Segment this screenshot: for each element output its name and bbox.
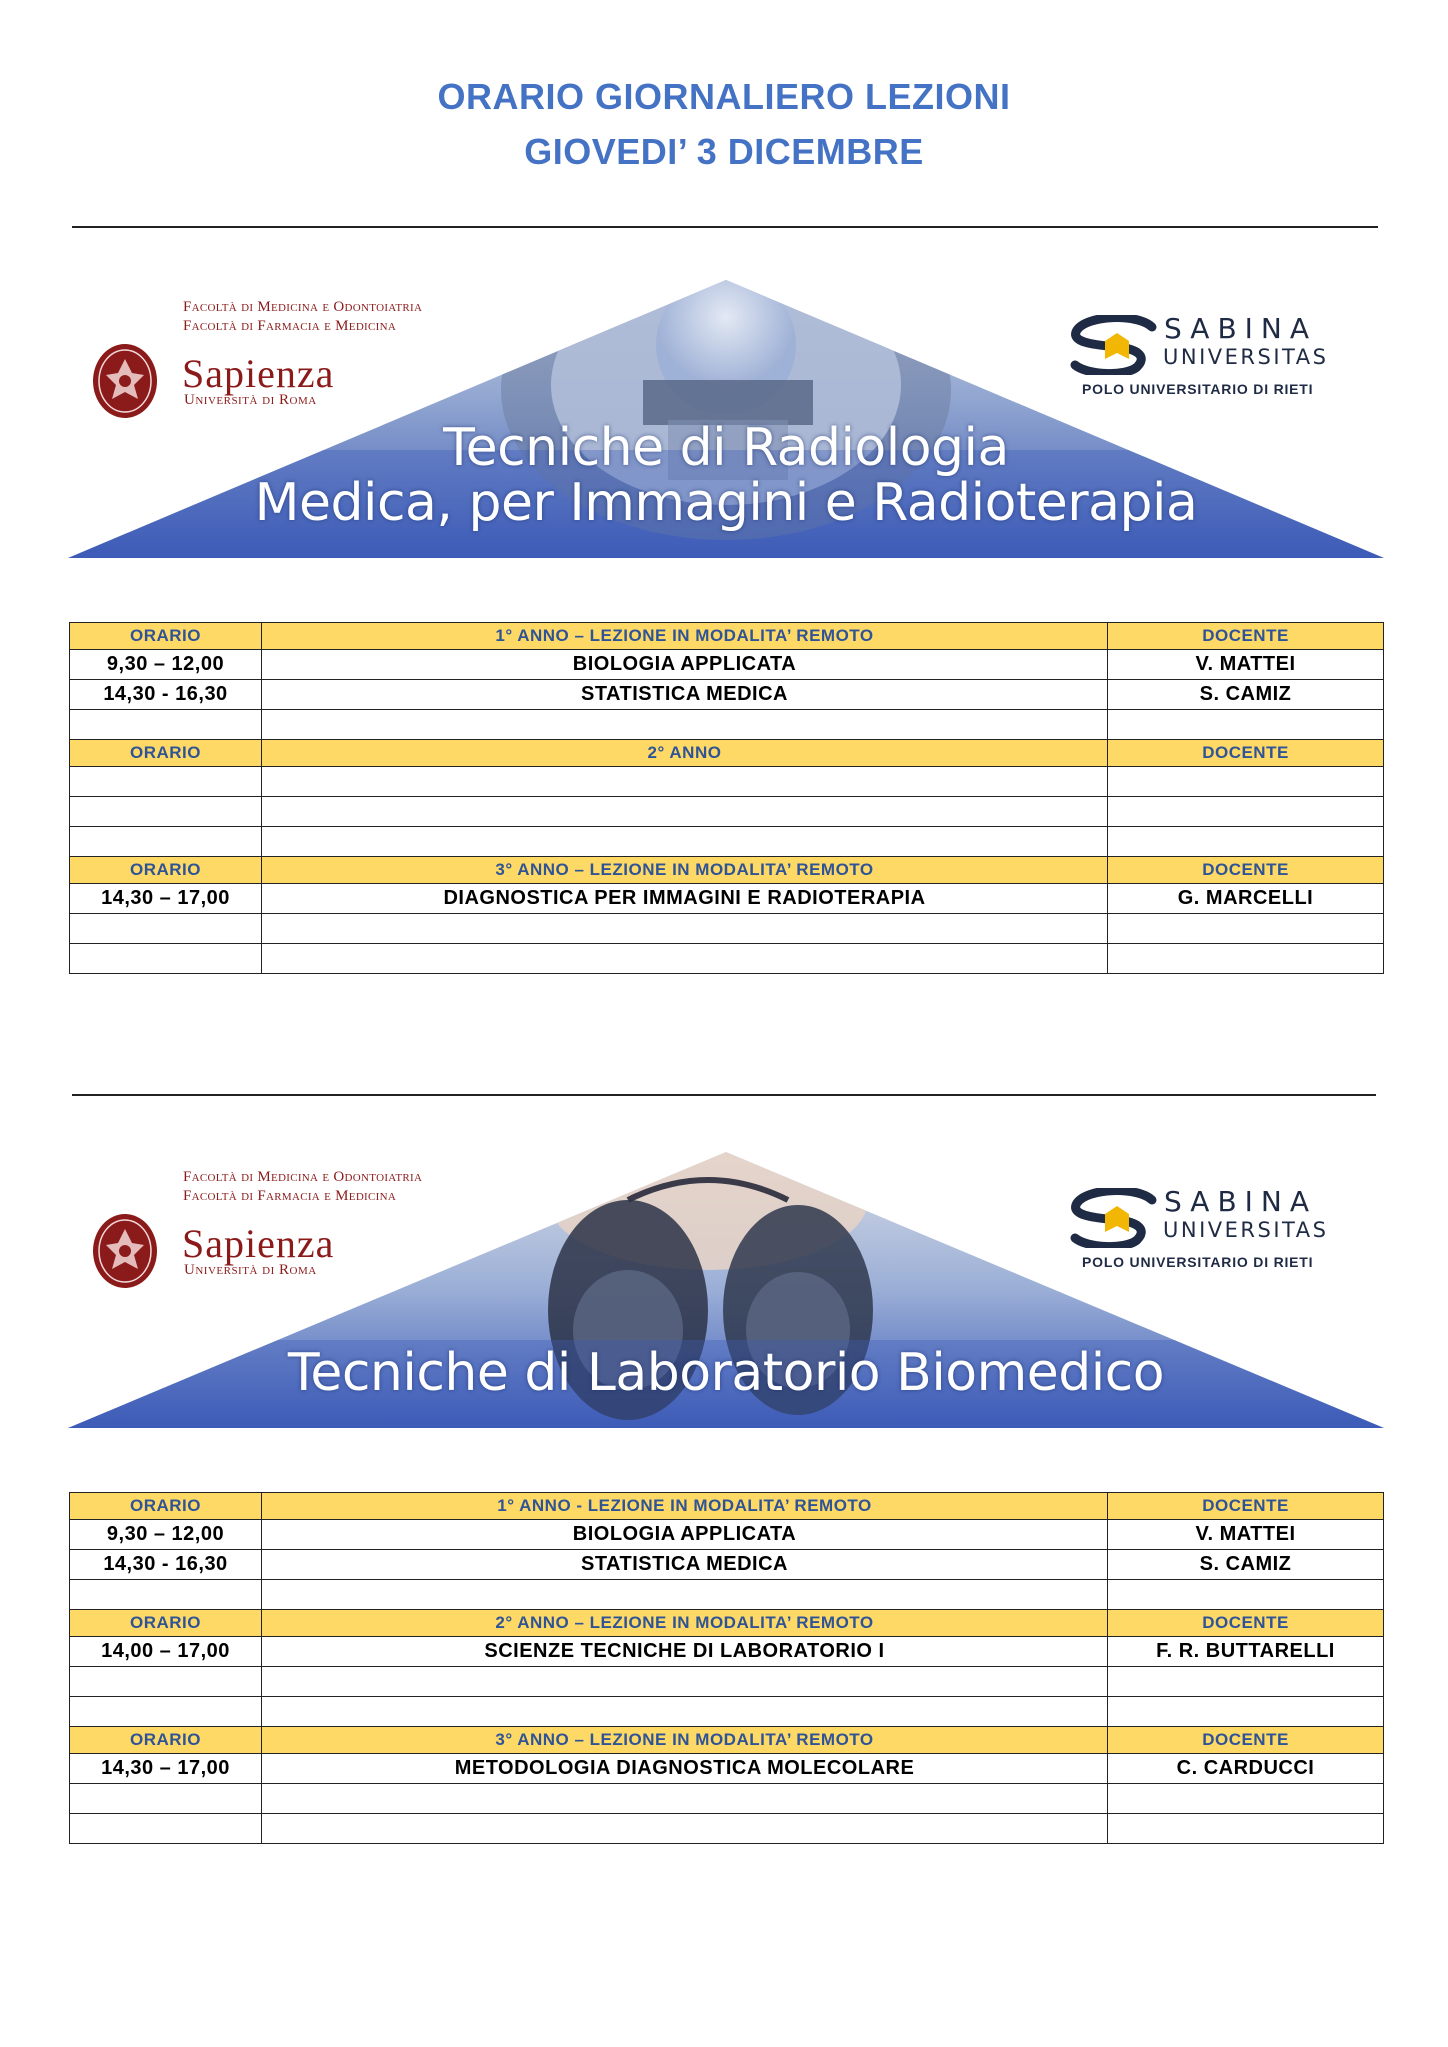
sabina-polo: POLO UNIVERSITARIO DI RIETI: [1082, 1254, 1314, 1270]
sapienza-seal-icon: [92, 343, 158, 419]
course-banner-laboratorio: [68, 1140, 1384, 1430]
sabina-universitas: UNIVERSITAS: [1163, 1218, 1329, 1242]
table-row: [70, 797, 1384, 827]
sapienza-faculty-line1: Facoltà di Medicina e Odontoiatria: [183, 1169, 423, 1185]
page-title-line1: ORARIO GIORNALIERO LEZIONI: [437, 76, 1011, 117]
cell-subject: [262, 1784, 1108, 1814]
sabina-polo: POLO UNIVERSITARIO DI RIETI: [1082, 381, 1314, 397]
table-header-row: [70, 740, 1384, 767]
cell-time: 14,30 – 17,00: [70, 1754, 262, 1784]
table-row: [70, 1580, 1384, 1610]
table-header-row: [70, 623, 1384, 650]
divider-line: [72, 1094, 1376, 1096]
cell-teacher: S. CAMIZ: [1108, 1550, 1384, 1580]
table-row: [70, 914, 1384, 944]
cell-time: 14,30 - 16,30: [70, 680, 262, 710]
course-title-line2: Medica, per Immagini e Radioterapia: [254, 473, 1198, 533]
cell-teacher: V. MATTEI: [1108, 1520, 1384, 1550]
table-row: [70, 1550, 1384, 1580]
cell-subject: [262, 1667, 1108, 1697]
table-row: [70, 884, 1384, 914]
schedule-table-radiologia: [69, 622, 1384, 974]
header-subject: 2° ANNO – LEZIONE IN MODALITA’ REMOTO: [262, 1610, 1108, 1637]
cell-subject: BIOLOGIA APPLICATA: [262, 1520, 1108, 1550]
cell-time: [70, 797, 262, 827]
page-title-line2: GIOVEDI’ 3 DICEMBRE: [524, 131, 924, 172]
cell-subject: STATISTICA MEDICA: [262, 680, 1108, 710]
cell-subject: METODOLOGIA DIAGNOSTICA MOLECOLARE: [262, 1754, 1108, 1784]
sapienza-name: Sapienza: [182, 351, 335, 396]
cell-subject: [262, 827, 1108, 857]
table-row: [70, 1637, 1384, 1667]
cell-time: 14,00 – 17,00: [70, 1637, 262, 1667]
table-row: [70, 710, 1384, 740]
cell-time: [70, 914, 262, 944]
cell-time: 14,30 – 17,00: [70, 884, 262, 914]
cell-subject: BIOLOGIA APPLICATA: [262, 650, 1108, 680]
table-header-row: [70, 1727, 1384, 1754]
divider-line: [72, 226, 1378, 228]
cell-subject: [262, 1814, 1108, 1844]
sabina-universitas: UNIVERSITAS: [1163, 345, 1329, 369]
cell-subject: [262, 767, 1108, 797]
cell-teacher: [1108, 1697, 1384, 1727]
sabina-logo-icon: [1067, 1188, 1162, 1248]
sabina-name: SABINA: [1164, 1185, 1318, 1218]
sapienza-faculty-line2: Facoltà di Farmacia e Medicina: [183, 1188, 397, 1204]
cell-time: [70, 827, 262, 857]
cell-time: 14,30 - 16,30: [70, 1550, 262, 1580]
cell-teacher: G. MARCELLI: [1108, 884, 1384, 914]
cell-time: [70, 1814, 262, 1844]
table-row: [70, 767, 1384, 797]
header-teacher: DOCENTE: [1108, 740, 1384, 767]
cell-teacher: [1108, 1784, 1384, 1814]
header-subject: 3° ANNO – LEZIONE IN MODALITA’ REMOTO: [262, 857, 1108, 884]
cell-subject: DIAGNOSTICA PER IMMAGINI E RADIOTERAPIA: [262, 884, 1108, 914]
cell-time: [70, 710, 262, 740]
cell-teacher: F. R. BUTTARELLI: [1108, 1637, 1384, 1667]
table-row: [70, 1754, 1384, 1784]
cell-teacher: [1108, 797, 1384, 827]
header-teacher: DOCENTE: [1108, 623, 1384, 650]
cell-teacher: S. CAMIZ: [1108, 680, 1384, 710]
cell-subject: [262, 1580, 1108, 1610]
sapienza-name: Sapienza: [182, 1221, 335, 1266]
cell-teacher: [1108, 827, 1384, 857]
table-row: [70, 1784, 1384, 1814]
table-row: [70, 1667, 1384, 1697]
sapienza-faculty-line2: Facoltà di Farmacia e Medicina: [183, 318, 397, 334]
cell-teacher: [1108, 1580, 1384, 1610]
cell-subject: [262, 710, 1108, 740]
table-row: [70, 1520, 1384, 1550]
cell-teacher: [1108, 1814, 1384, 1844]
cell-teacher: [1108, 944, 1384, 974]
header-teacher: DOCENTE: [1108, 1727, 1384, 1754]
cell-time: 9,30 – 12,00: [70, 650, 262, 680]
table-row: [70, 680, 1384, 710]
header-time: ORARIO: [70, 623, 262, 650]
header-time: ORARIO: [70, 740, 262, 767]
cell-time: [70, 944, 262, 974]
cell-subject: [262, 797, 1108, 827]
sabina-logo-icon: [1067, 315, 1162, 375]
cell-teacher: [1108, 914, 1384, 944]
cell-teacher: [1108, 710, 1384, 740]
cell-subject: [262, 944, 1108, 974]
course-title-line1: Tecniche di Radiologia: [443, 418, 1009, 478]
cell-time: [70, 767, 262, 797]
sapienza-faculty-line1: Facoltà di Medicina e Odontoiatria: [183, 299, 423, 315]
sapienza-subtitle: Università di Roma: [184, 392, 317, 408]
cell-time: [70, 1667, 262, 1697]
cell-time: 9,30 – 12,00: [70, 1520, 262, 1550]
cell-subject: SCIENZE TECNICHE DI LABORATORIO I: [262, 1637, 1108, 1667]
cell-subject: [262, 1697, 1108, 1727]
cell-teacher: V. MATTEI: [1108, 650, 1384, 680]
sapienza-subtitle: Università di Roma: [184, 1262, 317, 1278]
cell-teacher: C. CARDUCCI: [1108, 1754, 1384, 1784]
table-row: [70, 827, 1384, 857]
sapienza-seal-icon: [92, 1213, 158, 1289]
table-row: [70, 1697, 1384, 1727]
header-teacher: DOCENTE: [1108, 1493, 1384, 1520]
table-row: [70, 944, 1384, 974]
course-banner-radiologia: [68, 270, 1384, 560]
header-subject: 2° ANNO: [262, 740, 1108, 767]
cell-teacher: [1108, 767, 1384, 797]
header-time: ORARIO: [70, 857, 262, 884]
table-row: [70, 1814, 1384, 1844]
cell-time: [70, 1580, 262, 1610]
header-time: ORARIO: [70, 1493, 262, 1520]
schedule-table-laboratorio: [69, 1492, 1384, 1844]
table-row: [70, 650, 1384, 680]
table-header-row: [70, 857, 1384, 884]
cell-subject: [262, 914, 1108, 944]
header-time: ORARIO: [70, 1610, 262, 1637]
cell-time: [70, 1784, 262, 1814]
cell-subject: STATISTICA MEDICA: [262, 1550, 1108, 1580]
course-title-line1: Tecniche di Laboratorio Biomedico: [287, 1343, 1165, 1403]
header-time: ORARIO: [70, 1727, 262, 1754]
header-teacher: DOCENTE: [1108, 1610, 1384, 1637]
cell-teacher: [1108, 1667, 1384, 1697]
sabina-name: SABINA: [1164, 312, 1318, 345]
header-subject: 1° ANNO - LEZIONE IN MODALITA’ REMOTO: [262, 1493, 1108, 1520]
header-subject: 1° ANNO – LEZIONE IN MODALITA’ REMOTO: [262, 623, 1108, 650]
table-header-row: [70, 1610, 1384, 1637]
header-subject: 3° ANNO – LEZIONE IN MODALITA’ REMOTO: [262, 1727, 1108, 1754]
header-teacher: DOCENTE: [1108, 857, 1384, 884]
table-header-row: [70, 1493, 1384, 1520]
cell-time: [70, 1697, 262, 1727]
